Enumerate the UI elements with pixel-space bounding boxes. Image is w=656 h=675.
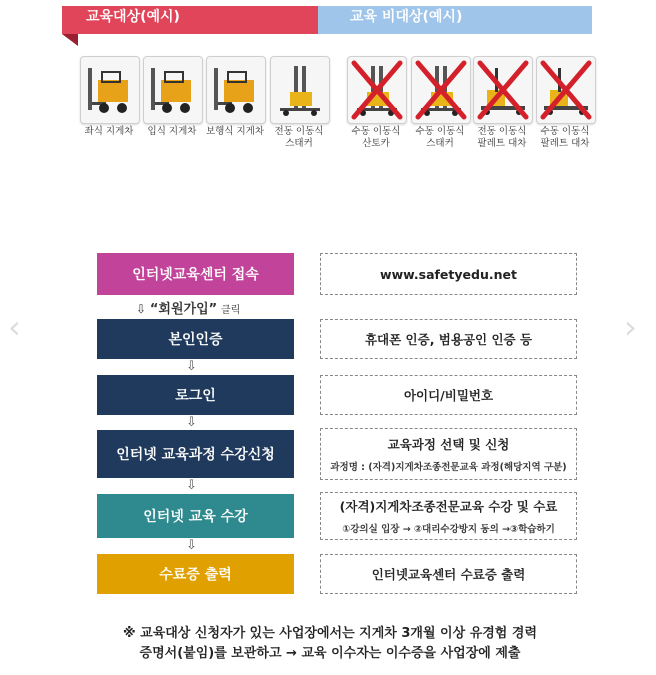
- equipment-label-line1: 수동 이동식: [415, 126, 465, 137]
- equipment-label-line2: 스태커: [285, 138, 313, 149]
- equipment-label-line2: 산토카: [362, 138, 390, 149]
- forklift-icon: [84, 62, 136, 122]
- equipment-label-line1: 수동 이동식: [540, 126, 590, 137]
- excluded-x-icon: [537, 57, 595, 127]
- signup-action: 클릭: [221, 305, 241, 316]
- target-banner-label: 교육대상(예시): [86, 9, 180, 25]
- forklift-icon: [210, 62, 262, 122]
- equipment-card: [536, 56, 596, 124]
- excluded-x-icon: [412, 57, 470, 127]
- equipment-label-line1: 수동 이동식: [351, 126, 401, 137]
- down-arrow-icon: ⇩: [136, 302, 147, 316]
- step-2-box: [97, 319, 294, 359]
- down-arrow-icon: ⇩: [186, 415, 197, 430]
- step-5-label: 인터넷 교육 수강: [143, 509, 248, 525]
- step-4-desc: [320, 428, 577, 480]
- equipment-label-line2: 팔레트 대차: [540, 138, 590, 149]
- equipment-card: [411, 56, 471, 124]
- equipment-card: [143, 56, 203, 124]
- equipment-label-line2: 팔레트 대차: [477, 138, 527, 149]
- step-4-desc-sub: 과정명 : (자격)지게차조종전문교육 과정(해당지역 구분): [330, 462, 567, 473]
- note-line-1: ※ 교육대상 신청자가 있는 사업장에서는 지게차 3개월 이상 유경험 경력: [122, 626, 538, 641]
- excluded-x-icon: [474, 57, 532, 127]
- note-line-2: 증명서(붙임)를 보관하고 → 교육 이수자는 이수증을 사업장에 제출: [139, 646, 521, 661]
- equipment-card: [80, 56, 140, 124]
- down-arrow-icon: ⇩: [186, 478, 197, 493]
- step-1-desc-text: www.safetyedu.net: [380, 266, 517, 282]
- equipment-label: [259, 126, 339, 150]
- equipment-label-line1: 전동 이동식: [274, 126, 324, 137]
- step-6-label: 수료증 출력: [159, 567, 232, 583]
- equipment-label-line1: 좌식 지게차: [84, 126, 134, 137]
- signup-quoted: “회원가입”: [149, 302, 218, 317]
- step-2-desc: [320, 319, 577, 359]
- equipment-label: [525, 126, 605, 150]
- equipment-label-line1: 전동 이동식: [477, 126, 527, 137]
- step-3-label: 로그인: [175, 388, 216, 404]
- equipment-card: [270, 56, 330, 124]
- step-1-box: [97, 253, 294, 295]
- equipment-card: [473, 56, 533, 124]
- equipment-card: [206, 56, 266, 124]
- equipment-label-line1: 보행식 지게차: [205, 126, 265, 137]
- step-2-label: 본인인증: [168, 332, 223, 348]
- step-1-label: 인터넷교육센터 접속: [132, 267, 259, 283]
- step-6-desc: [320, 554, 577, 594]
- signup-hint: [136, 298, 240, 317]
- banner-fold: [62, 34, 78, 46]
- prev-chevron-icon[interactable]: ‹: [8, 308, 21, 346]
- step-3-box: [97, 375, 294, 415]
- down-arrow-icon: ⇩: [186, 538, 197, 553]
- step-5-desc-sub: ①강의실 입장 → ②대리수강방지 동의 →③학습하기: [342, 524, 555, 535]
- equipment-label-line1: 입식 지게차: [147, 126, 197, 137]
- step-6-box: [97, 554, 294, 594]
- stacker-icon: [274, 62, 326, 122]
- step-1-desc: [320, 253, 577, 295]
- non-target-banner-label: 교육 비대상(예시): [350, 9, 463, 25]
- excluded-x-icon: [348, 57, 406, 127]
- step-4-label: 인터넷 교육과정 수강신청: [116, 447, 275, 463]
- down-arrow-icon: ⇩: [186, 359, 197, 374]
- step-6-desc-text: 인터넷교육센터 수료증 출력: [371, 567, 526, 582]
- equipment-label-line2: 스태커: [426, 138, 454, 149]
- step-3-desc: [320, 375, 577, 415]
- equipment-card: [347, 56, 407, 124]
- step-5-desc: [320, 492, 577, 540]
- step-4-box: [97, 430, 294, 478]
- step-3-desc-text: 아이디/비밀번호: [403, 388, 494, 403]
- step-5-desc-text: (자격)지게차조종전문교육 수강 및 수료: [339, 499, 558, 514]
- step-5-box: [97, 494, 294, 538]
- forklift-icon: [147, 62, 199, 122]
- step-2-desc-text: 휴대폰 인증, 범용공인 인증 등: [364, 332, 533, 347]
- next-chevron-icon[interactable]: ›: [624, 308, 637, 346]
- step-4-desc-text: 교육과정 선택 및 신청: [387, 437, 510, 452]
